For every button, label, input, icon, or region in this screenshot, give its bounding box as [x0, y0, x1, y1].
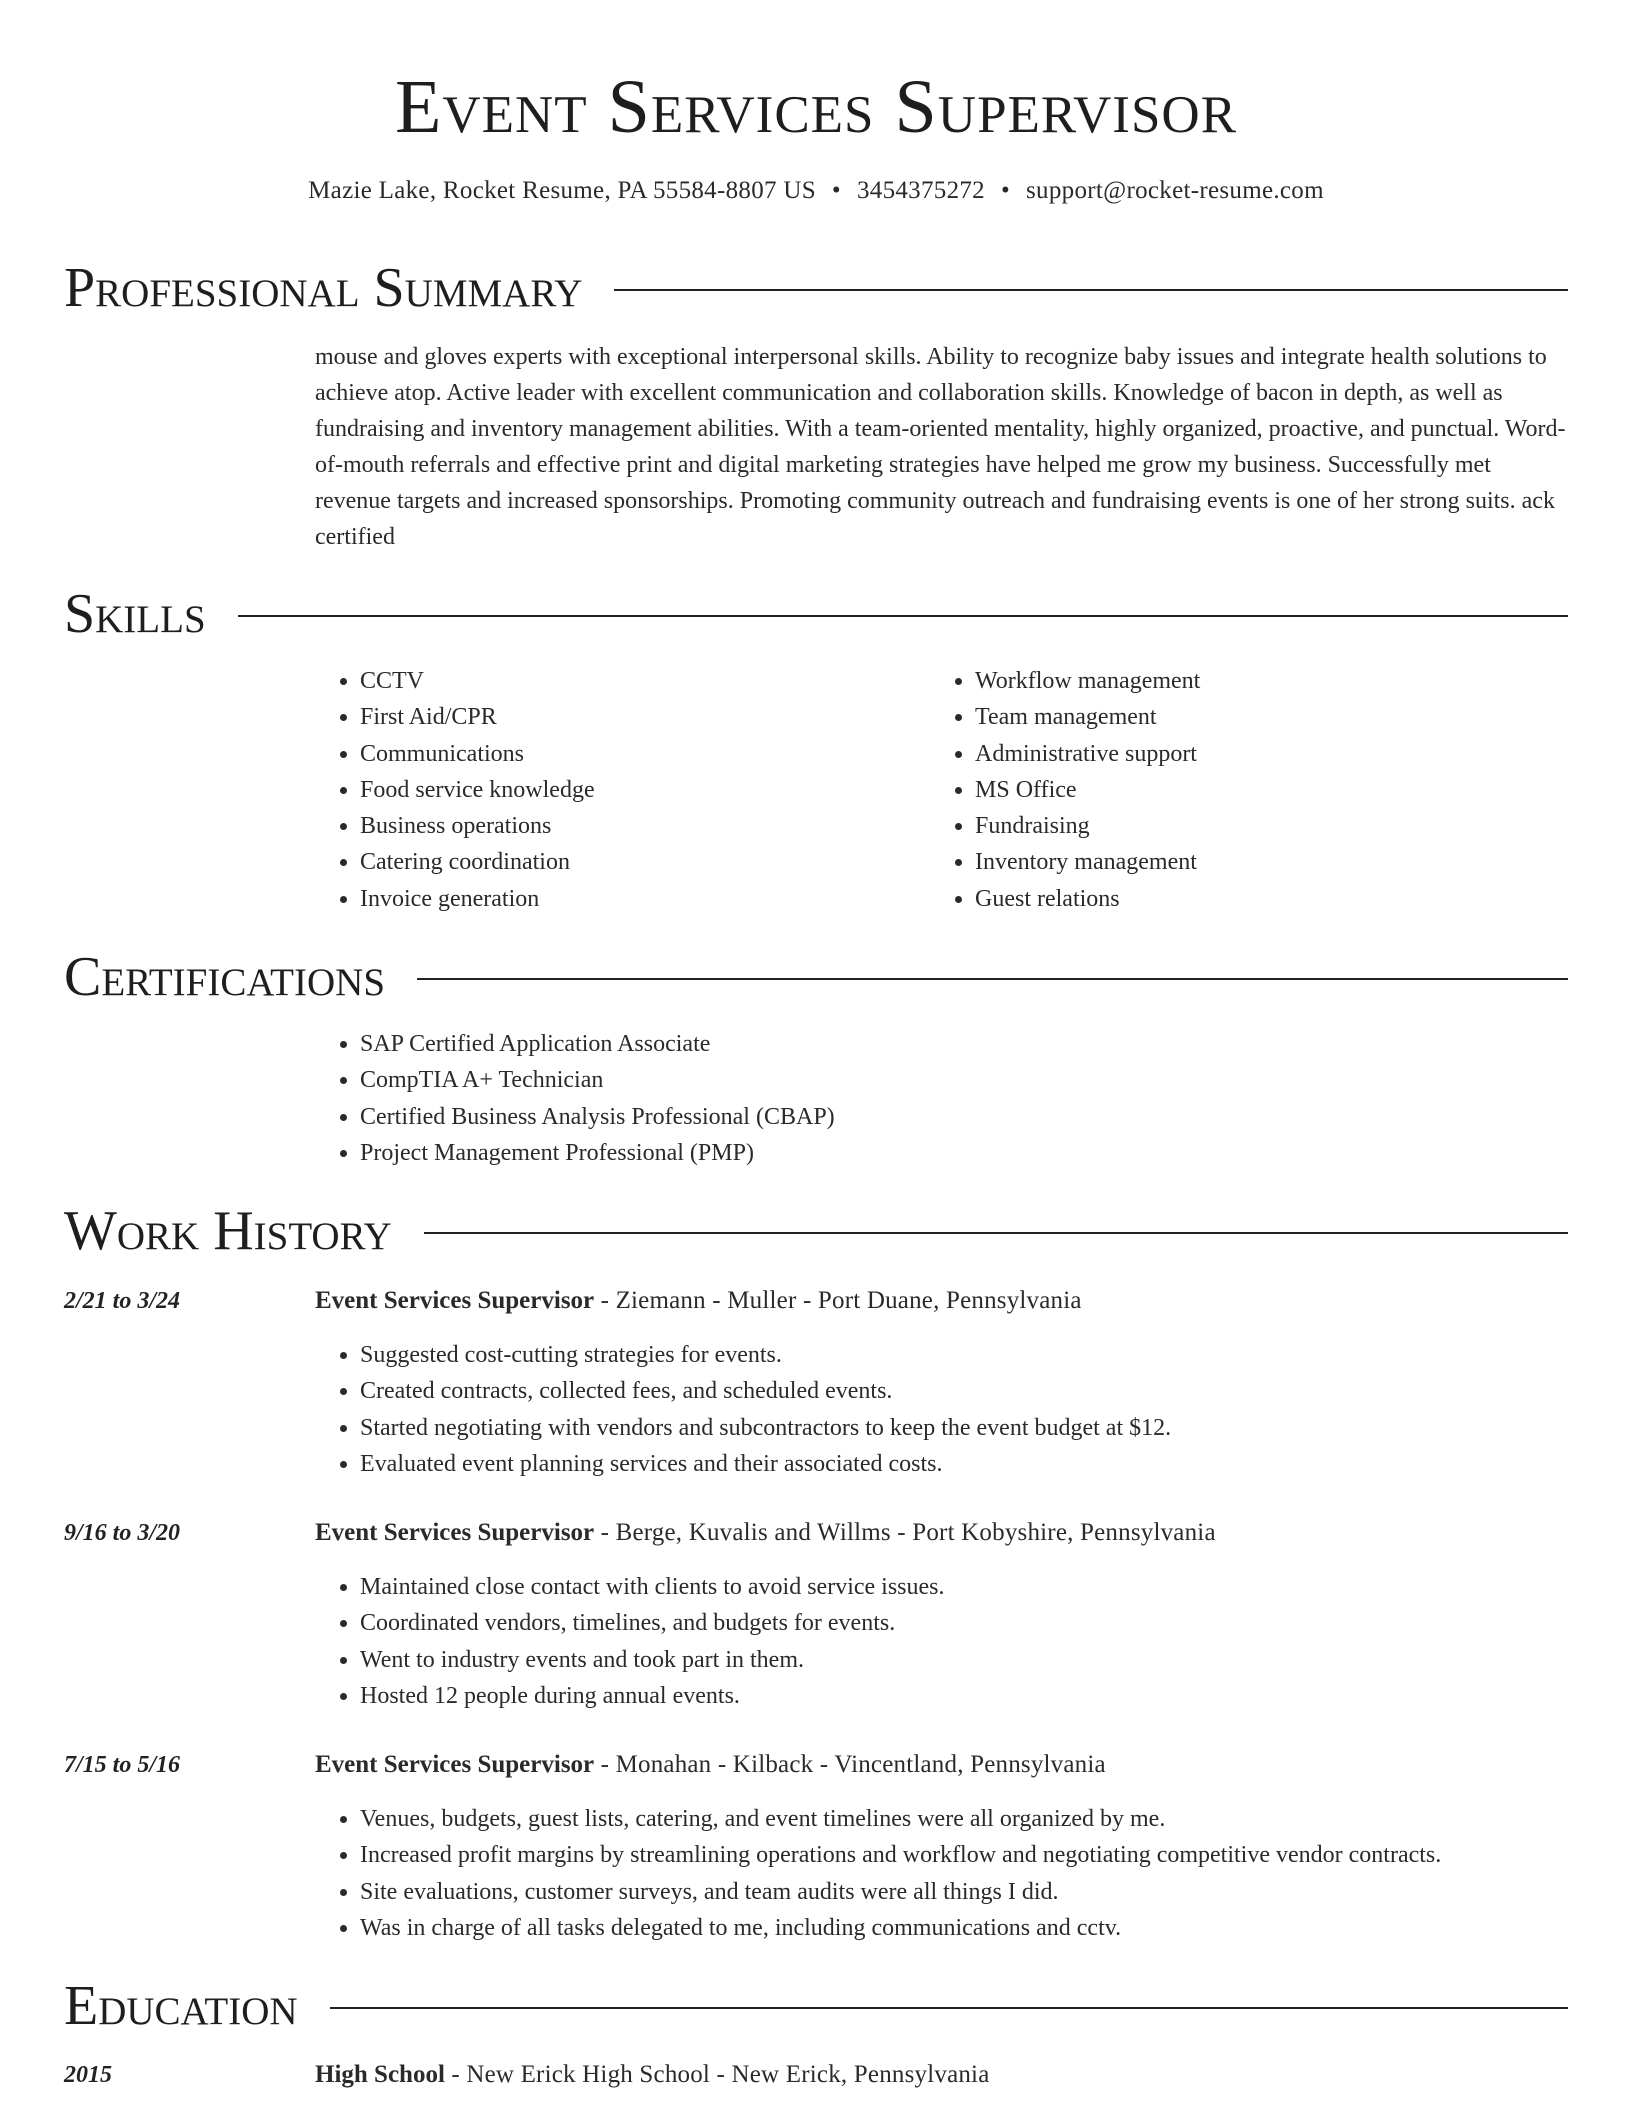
job-bullet: • Created contracts, collected fees, and scheduled events. — [360, 1373, 1565, 1409]
contact-separator: • — [1000, 177, 1011, 204]
work-section-title: Work History — [64, 1200, 392, 1262]
section-divider — [417, 978, 1568, 980]
job-dates: 7/15 to 5/16 — [64, 1752, 181, 1778]
job-bullet: • Increased profit margins by streamlining operations and workflow and negotiating competitive vendor contracts. — [360, 1837, 1565, 1873]
skill-item: • Catering coordination — [360, 844, 915, 880]
contact-line — [0, 173, 1632, 209]
job-title: Event Services Supervisor — [315, 1519, 595, 1546]
job-bullet: • Maintained close contact with clients to avoid service issues. — [360, 1569, 1565, 1605]
job-heading — [315, 1516, 1216, 1550]
job-bullet: • Site evaluations, customer surveys, and team audits were all things I did. — [360, 1874, 1565, 1910]
section-divider — [238, 615, 1568, 617]
skill-item: • Invoice generation — [360, 881, 915, 917]
skill-item: • Team management — [975, 699, 1530, 735]
job-bullet: • Went to industry events and took part in them. — [360, 1642, 1565, 1678]
certifications-list — [315, 1026, 1515, 1171]
skill-item: • Fundraising — [975, 808, 1530, 844]
job-details: - Berge, Kuvalis and Willms - Port Kobyshire, Pennsylvania — [594, 1519, 1216, 1546]
job-bullet: • Evaluated event planning services and their associated costs. — [360, 1446, 1565, 1482]
job-bullet: • Was in charge of all tasks delegated to me, including communications and cctv. — [360, 1910, 1565, 1946]
summary-text: mouse and gloves experts with exceptional interpersonal skills. Ability to recognize baby issues and integrate health solutions to achieve atop. Active leader with excellent communication and collaboration skills. Knowledge of bacon in depth, as well as fundraising and inventory management abilities. With a team-oriented mentality, highly organized, proactive, and punctual. Word-of-mouth referrals and effective print and digital marketing strategies have helped me grow my business. Successfully met revenue targets and increased sponsorships. Promoting community outreach and fundraising events is one of her strong suits. ack certified — [315, 344, 1566, 550]
contact-address: Mazie Lake, Rocket Resume, PA 55584-8807 US — [308, 177, 816, 204]
section-divider — [424, 1232, 1568, 1234]
education-section-header — [64, 1976, 1568, 2036]
job-bullets — [315, 1801, 1565, 1946]
education-degree: High School — [315, 2061, 445, 2088]
summary-section-header — [64, 258, 1568, 318]
contact-phone: 3454375272 — [856, 177, 985, 204]
contact-separator: • — [831, 177, 841, 204]
certification-item: • Certified Business Analysis Professional (CBAP) — [360, 1099, 1515, 1135]
skill-item: • Communications — [360, 736, 915, 772]
education-heading — [315, 2058, 990, 2092]
skill-item: • Food service knowledge — [360, 772, 915, 808]
job-bullet: • Suggested cost-cutting strategies for events. — [360, 1337, 1565, 1373]
certification-item: • CompTIA A+ Technician — [360, 1062, 1515, 1098]
job-heading — [315, 1748, 1106, 1782]
skill-item: • First Aid/CPR — [360, 699, 915, 735]
job-bullets — [315, 1569, 1565, 1714]
skill-item: • MS Office — [975, 772, 1530, 808]
candidate-name: Event Services Supervisor — [394, 65, 1238, 149]
skills-section-title: Skills — [64, 583, 206, 645]
job-heading — [315, 1284, 1082, 1318]
certifications-section-title: Certifications — [64, 946, 386, 1008]
certification-item: • SAP Certified Application Associate — [360, 1026, 1515, 1062]
education-year: 2015 — [64, 2062, 112, 2088]
job-bullet: • Coordinated vendors, timelines, and budgets for events. — [360, 1605, 1565, 1641]
skill-item: • Guest relations — [975, 881, 1530, 917]
skill-item: • CCTV — [360, 663, 915, 699]
job-dates: 2/21 to 3/24 — [64, 1288, 181, 1314]
job-title: Event Services Supervisor — [315, 1287, 595, 1314]
work-section-header — [64, 1201, 1568, 1261]
education-details: - New Erick High School - New Erick, Pennsylvania — [444, 2061, 990, 2088]
summary-section-title: Professional Summary — [64, 257, 583, 319]
certifications-section-header — [64, 947, 1568, 1007]
skill-item: • Business operations — [360, 808, 915, 844]
job-bullet: • Hosted 12 people during annual events. — [360, 1678, 1565, 1714]
skill-item: • Inventory management — [975, 844, 1530, 880]
job-details: - Ziemann - Muller - Port Duane, Pennsylvania — [594, 1287, 1082, 1314]
skill-item: • Administrative support — [975, 736, 1530, 772]
job-dates: 9/16 to 3/20 — [64, 1520, 181, 1546]
section-divider — [614, 289, 1568, 291]
education-section-title: Education — [64, 1975, 298, 2037]
skills-section-header — [64, 584, 1568, 644]
job-bullets — [315, 1337, 1565, 1482]
section-divider — [330, 2007, 1568, 2009]
skill-item: • Workflow management — [975, 663, 1530, 699]
skills-column-left — [315, 663, 915, 917]
job-bullet: • Started negotiating with vendors and subcontractors to keep the event budget at $12. — [360, 1410, 1565, 1446]
job-bullet: • Venues, budgets, guest lists, catering, and event timelines were all organized by me. — [360, 1801, 1565, 1837]
job-title: Event Services Supervisor — [315, 1751, 595, 1778]
job-details: - Monahan - Kilback - Vincentland, Pennsylvania — [594, 1751, 1106, 1778]
certification-item: • Project Management Professional (PMP) — [360, 1135, 1515, 1171]
skills-column-right — [930, 663, 1530, 917]
contact-email: support@rocket-resume.com — [1026, 177, 1324, 204]
